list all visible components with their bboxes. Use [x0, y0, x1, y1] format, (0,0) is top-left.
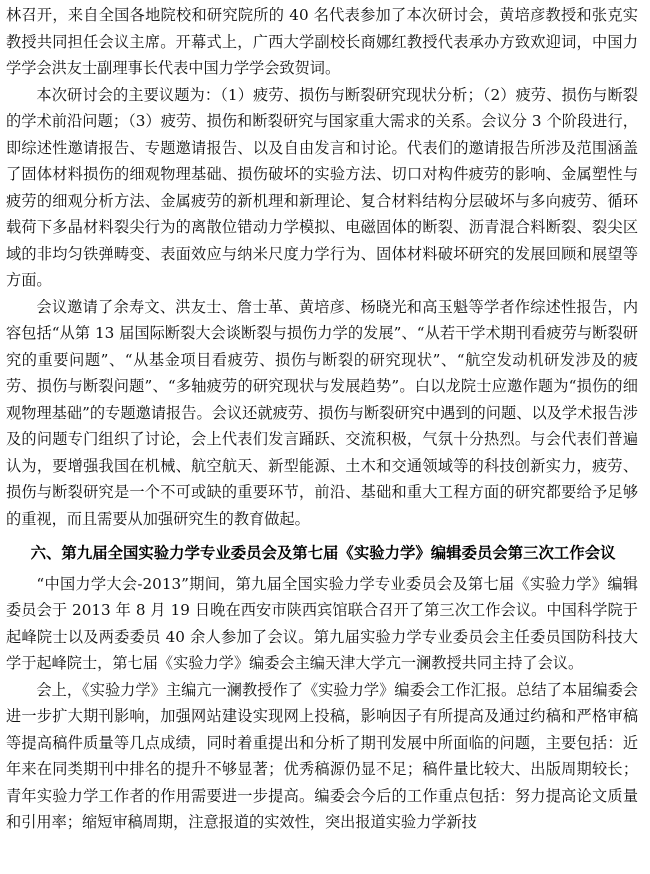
paragraph-reports: 会议邀请了余寿文、洪友士、詹士革、黄培彦、杨晓光和高玉魁等学者作综述性报告，内容包括“从第 13 届国际断裂大会谈断裂与损伤力学的发展”、“从若干学术期刊看疲劳与断裂研究的重要问题”、“从基金项目看疲劳、损伤与断裂的研究现状”、“航空发动机研发涉及的疲劳、损伤与断裂问题”、“多轴疲劳的研究现状与发展趋势”。白以龙院士应邀作题为“损伤的细观物理基础”的专题邀请报告。会议还就疲劳、损伤与断裂研究中遇到的问题、以及学术报告涉及的问题专门组织了讨论，会上代表们发言踊跃、交流积极，气氛十分热烈。与会代表们普遍认为，要增强我国在机械、航空航天、新型能源、土木和交通领域等的科技创新实力，疲劳、损伤与断裂研究是一个不可或缺的重要环节，前沿、基础和重大工程方面的研究都要给予足够的重视，而且需要从加强研究生的教育做起。 [6, 297, 638, 528]
paragraph-meeting: “中国力学大会-2013”期间，第九届全国实验力学专业委员会及第七届《实验力学》编辑委员会于 2013 年 8 月 19 日晚在西安市陕西宾馆联合召开了第三次工作会议。中国科学院于起峰院士以及两委委员 40 余人参加了会议。第九届实验力学专业委员会主任委员国防科技大学于起峰院士，第七届《实验力学》编委会主编天津大学亢一澜教授共同主持了会议。 [6, 574, 638, 672]
paragraph-editorial-report: 会上，《实验力学》主编亢一澜教授作了《实验力学》编委会工作汇报。总结了本届编委会进一步扩大期刊影响，加强网站建设实现网上投稿，影响因子有所提高及通过约稿和严格审稿等提高稿件质量等几点成绩，同时着重提出和分析了期刊发展中所面临的问题，主要包括：近年来在同类期刊中排名的提升不够显著；优秀稿源仍显不足；稿件量比较大、出版周期较长；青年实验力学工作者的作用需要进一步提高。编委会今后的工作重点包括：努力提高论文质量和引用率；缩短审稿周期，注意报道的实效性，突出报道实验力学新技 [6, 680, 638, 831]
section-heading: 六、第九届全国实验力学专业委员会及第七届《实验力学》编辑委员会第三次工作会议 [30, 544, 616, 562]
paragraph-topics: 本次研讨会的主要议题为：（1）疲劳、损伤与断裂研究现状分析；（2）疲劳、损伤与断裂的学术前沿问题；（3）疲劳、损伤和断裂研究与国家重大需求的关系。会议分 3 个阶段进行，即综述性邀请报告、专题邀请报告、以及自由发言和讨论。代表们的邀请报告所涉及范围涵盖了固体材料损伤的细观物理基础、损伤破坏的实验方法、切口对构件疲劳的影响、金属塑性与疲劳的细观分析方法、金属疲劳的新机理和新理论、复合材料结构分层破坏与多向疲劳、循环载荷下多晶材料裂尖行为的离散位错动力学模拟、电磁固体的断裂、沥青混合料断裂、裂尖区域的非均匀铁弹畴变、表面效应与纳米尺度力学行为、固体材料破坏研究的发展回顾和展望等方面。 [6, 85, 638, 289]
paragraph-opening: 林召开，来自全国各地院校和研究院所的 40 名代表参加了本次研讨会，黄培彦教授和张克实教授共同担任会议主席。开幕式上，广西大学副校长商娜红教授代表承办方致欢迎词，中国力学学会洪友士副理事长代表中国力学学会致贺词。 [6, 6, 638, 77]
